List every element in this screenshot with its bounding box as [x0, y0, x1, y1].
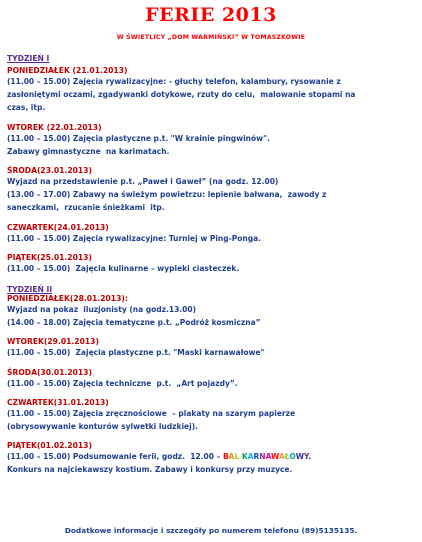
day-line: saneczkami, rzucanie śnieżkami itp. [7, 203, 165, 213]
day-monday-2 [7, 294, 414, 329]
day-line: czas, itp. [7, 103, 46, 113]
carnival-ball-highlight [223, 452, 308, 461]
day-header: CZWARTEK(31.01.2013) [7, 397, 109, 407]
day-line-carnival [7, 450, 414, 463]
carnival-letter: A [265, 452, 272, 462]
day-wednesday-1 [7, 166, 414, 215]
page-title: FERIE 2013 [145, 4, 277, 26]
day-header: PIĄTEK(25.01.2013) [7, 252, 92, 262]
day-header: WTOREK (22.01.2013) [7, 122, 102, 132]
carnival-letter: W [295, 452, 305, 462]
carnival-letter: Ł [284, 452, 290, 462]
week-1-label: TYDZIEŃ I [7, 54, 50, 63]
carnival-letter: O [289, 452, 296, 462]
carnival-letter: A [228, 452, 235, 462]
day-line: Wyjazd na pokaz iluzjonisty (na godz.13.00) [7, 305, 197, 315]
carnival-suffix: . [308, 452, 312, 462]
day-friday-1 [7, 253, 414, 275]
day-line: (13.00 – 17.00) Zabawy na świeżym powietrzu: lepienie bałwana, zawody z [7, 190, 327, 200]
day-line: Zabawy gimnastyczne na karimatach. [7, 146, 170, 156]
contact-footer: Dodatkowe informacje i szczegóły po numerem telefonu (89)5135135. [64, 526, 358, 535]
schedule [7, 50, 414, 477]
day-friday-2 [7, 441, 414, 476]
day-wednesday-2 [7, 368, 414, 390]
day-line: (11.00 – 15.00) Zajęcia plastyczne p.t. "Maski karnawałowe" [7, 348, 265, 358]
day-line: zasłoniętymi oczami, zgadywanki dotykowe, rzuty do celu, malowanie stopami na [7, 90, 356, 100]
day-tuesday-2 [7, 337, 414, 359]
day-line: (11.00 – 15.00) Zajęcia kulinarne – wypieki ciasteczek. [7, 263, 240, 273]
day-header: ŚRODA(23.01.2013) [7, 166, 92, 176]
day-line: (14.00 – 18.00) Zajęcia tematyczne p.t. „Podróż kosmiczna” [7, 318, 261, 328]
carnival-letter: N [259, 452, 266, 462]
day-line: Wyjazd na przedstawienie p.t. „Paweł i Gaweł” (na godz. 12.00) [7, 177, 279, 187]
day-line: (11.00 – 15.00) Zajęcia techniczne p.t. „Art pojazdy”. [7, 378, 238, 388]
day-line: (11.00 – 15.00) Zajęcia plastyczne p.t. "W krainie pingwinów". [7, 133, 270, 143]
day-header: WTOREK(29.01.2013) [7, 337, 99, 347]
day-line: (11.00 – 15.00) Zajęcia rywalizacyjne: - głuchy telefon, kalambury, rysowanie z [7, 77, 341, 86]
day-monday-1 [7, 66, 414, 115]
day-header: PONIEDZIAŁEK(28.01.2013): [7, 294, 128, 304]
carnival-letter: W [271, 452, 279, 462]
day-line: (11.00 – 15.00) Zajęcia zręcznościowe – plakaty na szarym papierze [7, 408, 296, 418]
carnival-letter: L [234, 452, 240, 462]
day-thursday-1 [7, 223, 414, 245]
carnival-letter: B [222, 452, 229, 462]
week-2-label: TYDZIEŃ II [7, 285, 53, 295]
day-line: (obrysowywanie konturów sylwetki ludzkiej). [7, 422, 198, 432]
day-line: (11.00 – 15.00) Zajęcia rywalizacyjne: Turniej w Ping-Ponga. [7, 233, 262, 243]
page-subtitle: W ŚWIETLICY „DOM WARMIŃSKI” W TOMASZKOWIE [116, 34, 306, 41]
day-header: PIĄTEK(01.02.2013) [7, 441, 92, 451]
carnival-letter: A [278, 452, 285, 462]
day-thursday-2 [7, 398, 414, 433]
carnival-letter: A [247, 452, 254, 462]
day-header: PONIEDZIAŁEK (21.01.2013) [7, 66, 128, 75]
day-header: ŚRODA(30.01.2013) [7, 367, 92, 377]
carnival-letter: R [253, 452, 260, 462]
carnival-letter: Y [304, 452, 309, 462]
day-tuesday-1 [7, 123, 414, 158]
carnival-letter: K [241, 452, 248, 462]
day-header: CZWARTEK(24.01.2013) [7, 222, 109, 232]
carnival-prefix: (11.00 – 15.00) Podsumowanie ferii, godz. 12.00 – [7, 452, 223, 462]
day-line: Konkurs na najciekawszy kostium. Zabawy i konkursy przy muzyce. [7, 465, 293, 475]
